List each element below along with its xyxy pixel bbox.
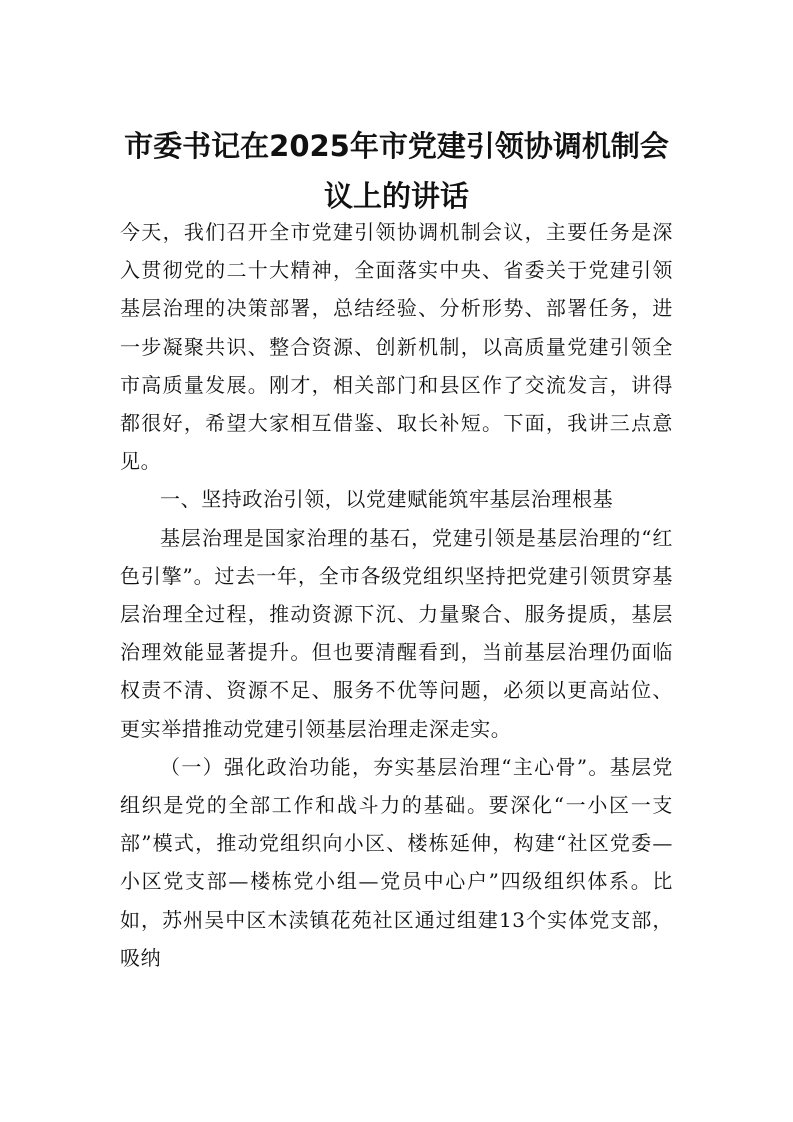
body-paragraph: （一）强化政治功能，夯实基层治理“主心骨”。基层党组织是党的全部工作和战斗力的基础。要深化“一小区一支部”模式，推动党组织向小区、楼栋延伸，构建“社区党委—小区党支部—楼栋党小组—党员中心户”四级组织体系。比如，苏州吴中区木渎镇花苑社区通过组建13个实体党支部，吸纳: [120, 754, 673, 970]
section-heading: 一、坚持政治引领，以党建赋能筑牢基层治理根基: [160, 487, 614, 512]
body-paragraph: 基层治理是国家治理的基石，党建引领是基层治理的“红色引擎”。过去一年，全市各级党组织坚持把党建引领贯穿基层治理全过程，推动资源下沉、力量聚合、服务提质，基层治理效能显著提升。但也要清醒看到，当前基层治理仍面临权责不清、资源不足、服务不优等问题，必须以更高站位、更实举措推动党建引领基层治理走深走实。: [120, 525, 673, 741]
document-body: [120, 213, 673, 977]
intro-paragraph: 今天，我们召开全市党建引领协调机制会议，主要任务是深入贯彻党的二十大精神，全面落实中央、省委关于党建引领基层治理的决策部署，总结经验、分析形势、部署任务，进一步凝聚共识、整合资源、创新机制，以高质量党建引领全市高质量发展。刚才，相关部门和县区作了交流发言，讲得都很好，希望大家相互借鉴、取长补短。下面，我讲三点意见。: [120, 220, 673, 474]
document-title: 市委书记在2025年市党建引领协调机制会议上的讲话: [124, 129, 669, 213]
